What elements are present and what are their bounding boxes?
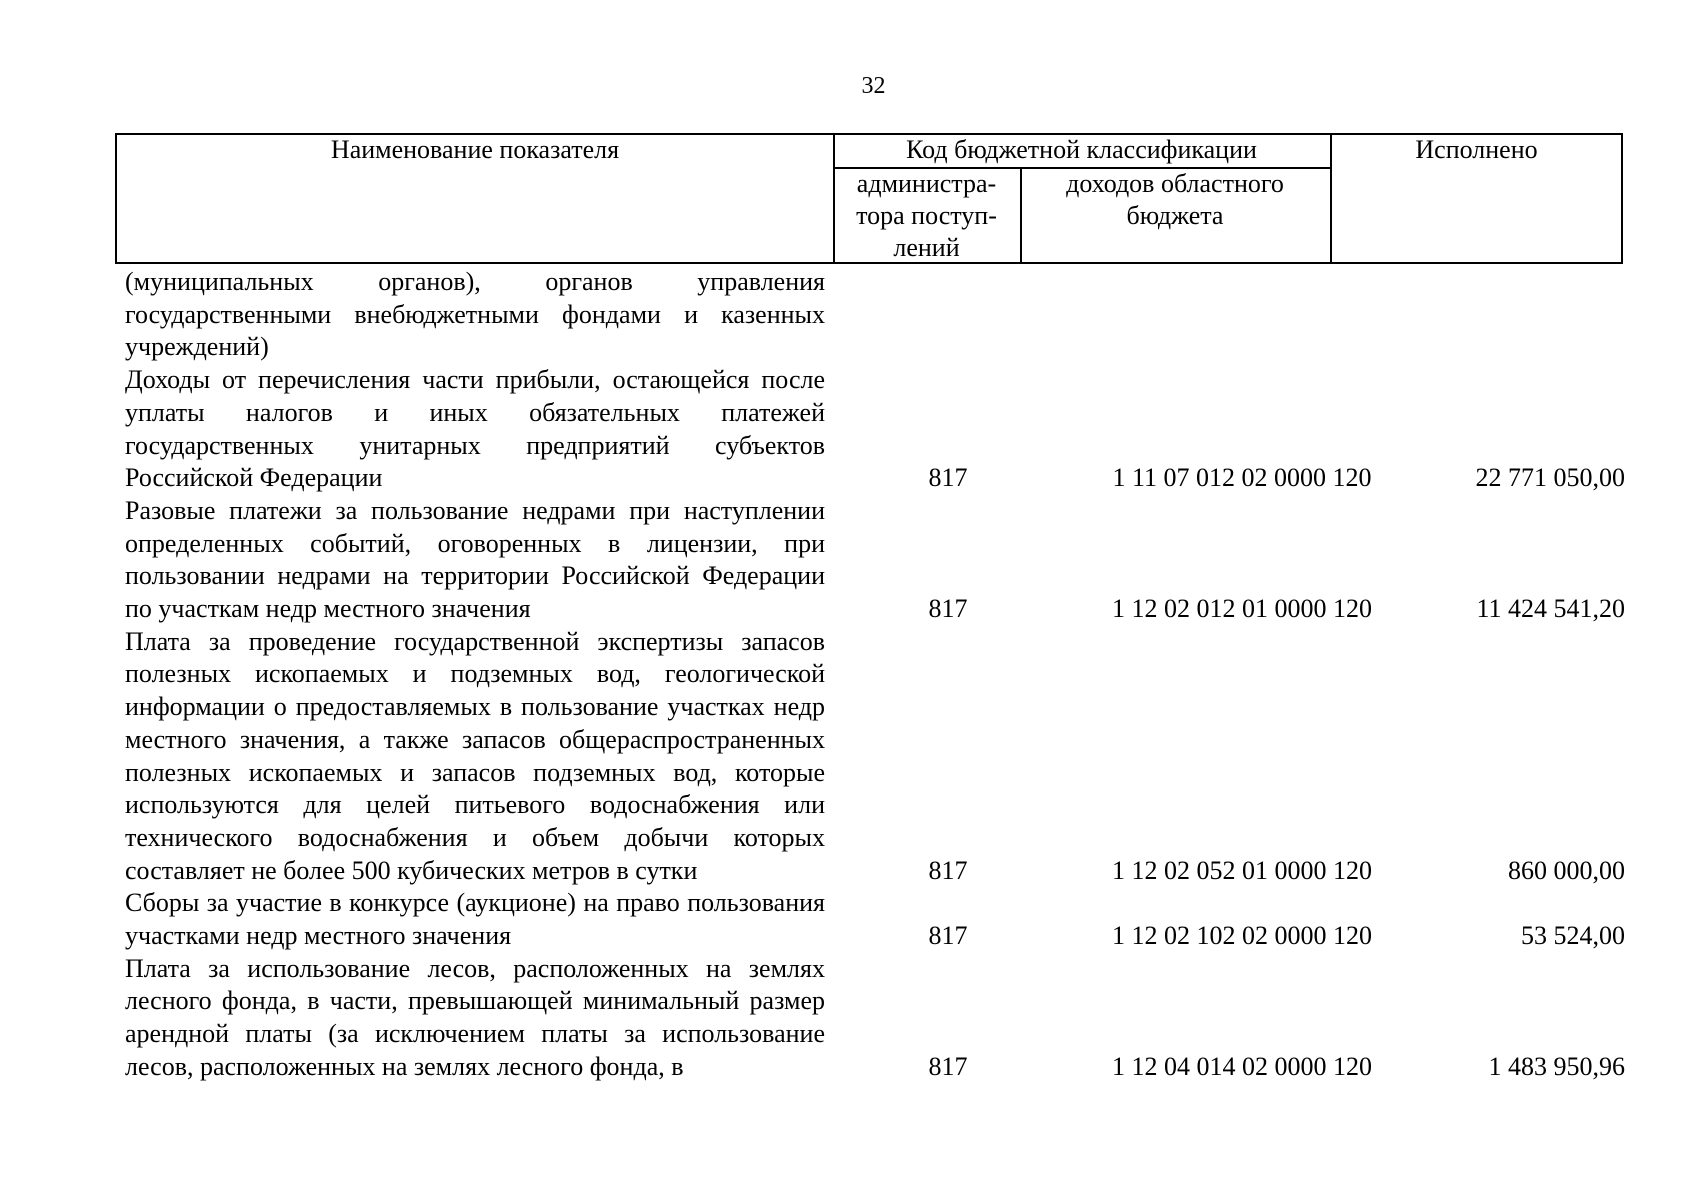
- table-body: [125, 266, 1625, 1084]
- row-admin-code: 817: [928, 463, 968, 493]
- row-name: Разовые платежи за пользование недрами при наступлении определенных событий, оговоренных в лицензии, при пользовании недрами на территории Российской Федерации по участкам недр местного значения: [125, 495, 825, 624]
- row-name: Плата за использование лесов, расположенных на землях лесного фонда, в части, превышающей минимальный размер арендной платы (за исключением платы за использование лесов, расположенных на землях лесного фонда, в: [125, 953, 825, 1081]
- row-income-code: 1 12 04 014 02 0000 120: [1112, 1051, 1372, 1081]
- table-row: [125, 364, 1625, 495]
- row-admin-code: 817: [928, 594, 968, 624]
- table-row: [125, 626, 1625, 888]
- header-name: Наименование показателя: [330, 135, 620, 164]
- row-admin-code: 817: [928, 1051, 968, 1081]
- row-executed: 11 424 541,20: [1476, 594, 1625, 624]
- row-name: Доходы от перечисления части прибыли, остающейся после уплаты налогов и иных обязательных платежей государственных унитарных предприятий субъектов Российской Федерации: [125, 365, 825, 493]
- row-income-code: 1 12 02 052 01 0000 120: [1112, 855, 1372, 885]
- table-row: [125, 887, 1625, 952]
- row-name: (муниципальных органов), органов управления государственными внебюджетными фондами и казенных учреждений): [125, 267, 825, 362]
- header-admin-line: лений: [893, 233, 960, 262]
- table-header: [115, 133, 1623, 264]
- header-income: [1020, 168, 1330, 232]
- row-executed: 22 771 050,00: [1475, 463, 1625, 493]
- row-income-code: 1 11 07 012 02 0000 120: [1112, 463, 1372, 493]
- row-executed: 1 483 950,96: [1488, 1051, 1625, 1081]
- header-executed: Исполнено: [1415, 135, 1538, 164]
- row-executed: 860 000,00: [1508, 855, 1625, 885]
- header-code-group: Код бюджетной классификации: [906, 135, 1257, 164]
- page-number: 32: [861, 73, 886, 99]
- table-row: [125, 266, 1625, 364]
- row-name: Сборы за участие в конкурсе (аукционе) на право пользования участками недр местного значения: [125, 888, 825, 951]
- row-admin-code: 817: [928, 855, 968, 885]
- row-income-code: 1 12 02 102 02 0000 120: [1112, 921, 1372, 951]
- header-income-line: бюджета: [1126, 201, 1224, 230]
- table-row: [125, 495, 1625, 626]
- header-income-line: доходов областного: [1066, 169, 1284, 198]
- row-income-code: 1 12 02 012 01 0000 120: [1112, 594, 1372, 624]
- row-name: Плата за проведение государственной экспертизы запасов полезных ископаемых и подземных вод, геологической информации о предоставляемых в пользование участках недр местного значения, а также запасов общераспространенных полезных ископаемых и запасов подземных вод, которые используются для целей питьевого водоснабжения или технического водоснабжения и объем добычи которых составляет не более 500 кубических метров в сутки: [125, 626, 825, 885]
- header-admin: [833, 168, 1020, 264]
- header-admin-line: тора поступ-: [856, 201, 997, 230]
- table-row: [125, 953, 1625, 1084]
- row-executed: 53 524,00: [1521, 921, 1625, 951]
- row-admin-code: 817: [928, 921, 968, 951]
- header-admin-line: администра-: [856, 169, 997, 198]
